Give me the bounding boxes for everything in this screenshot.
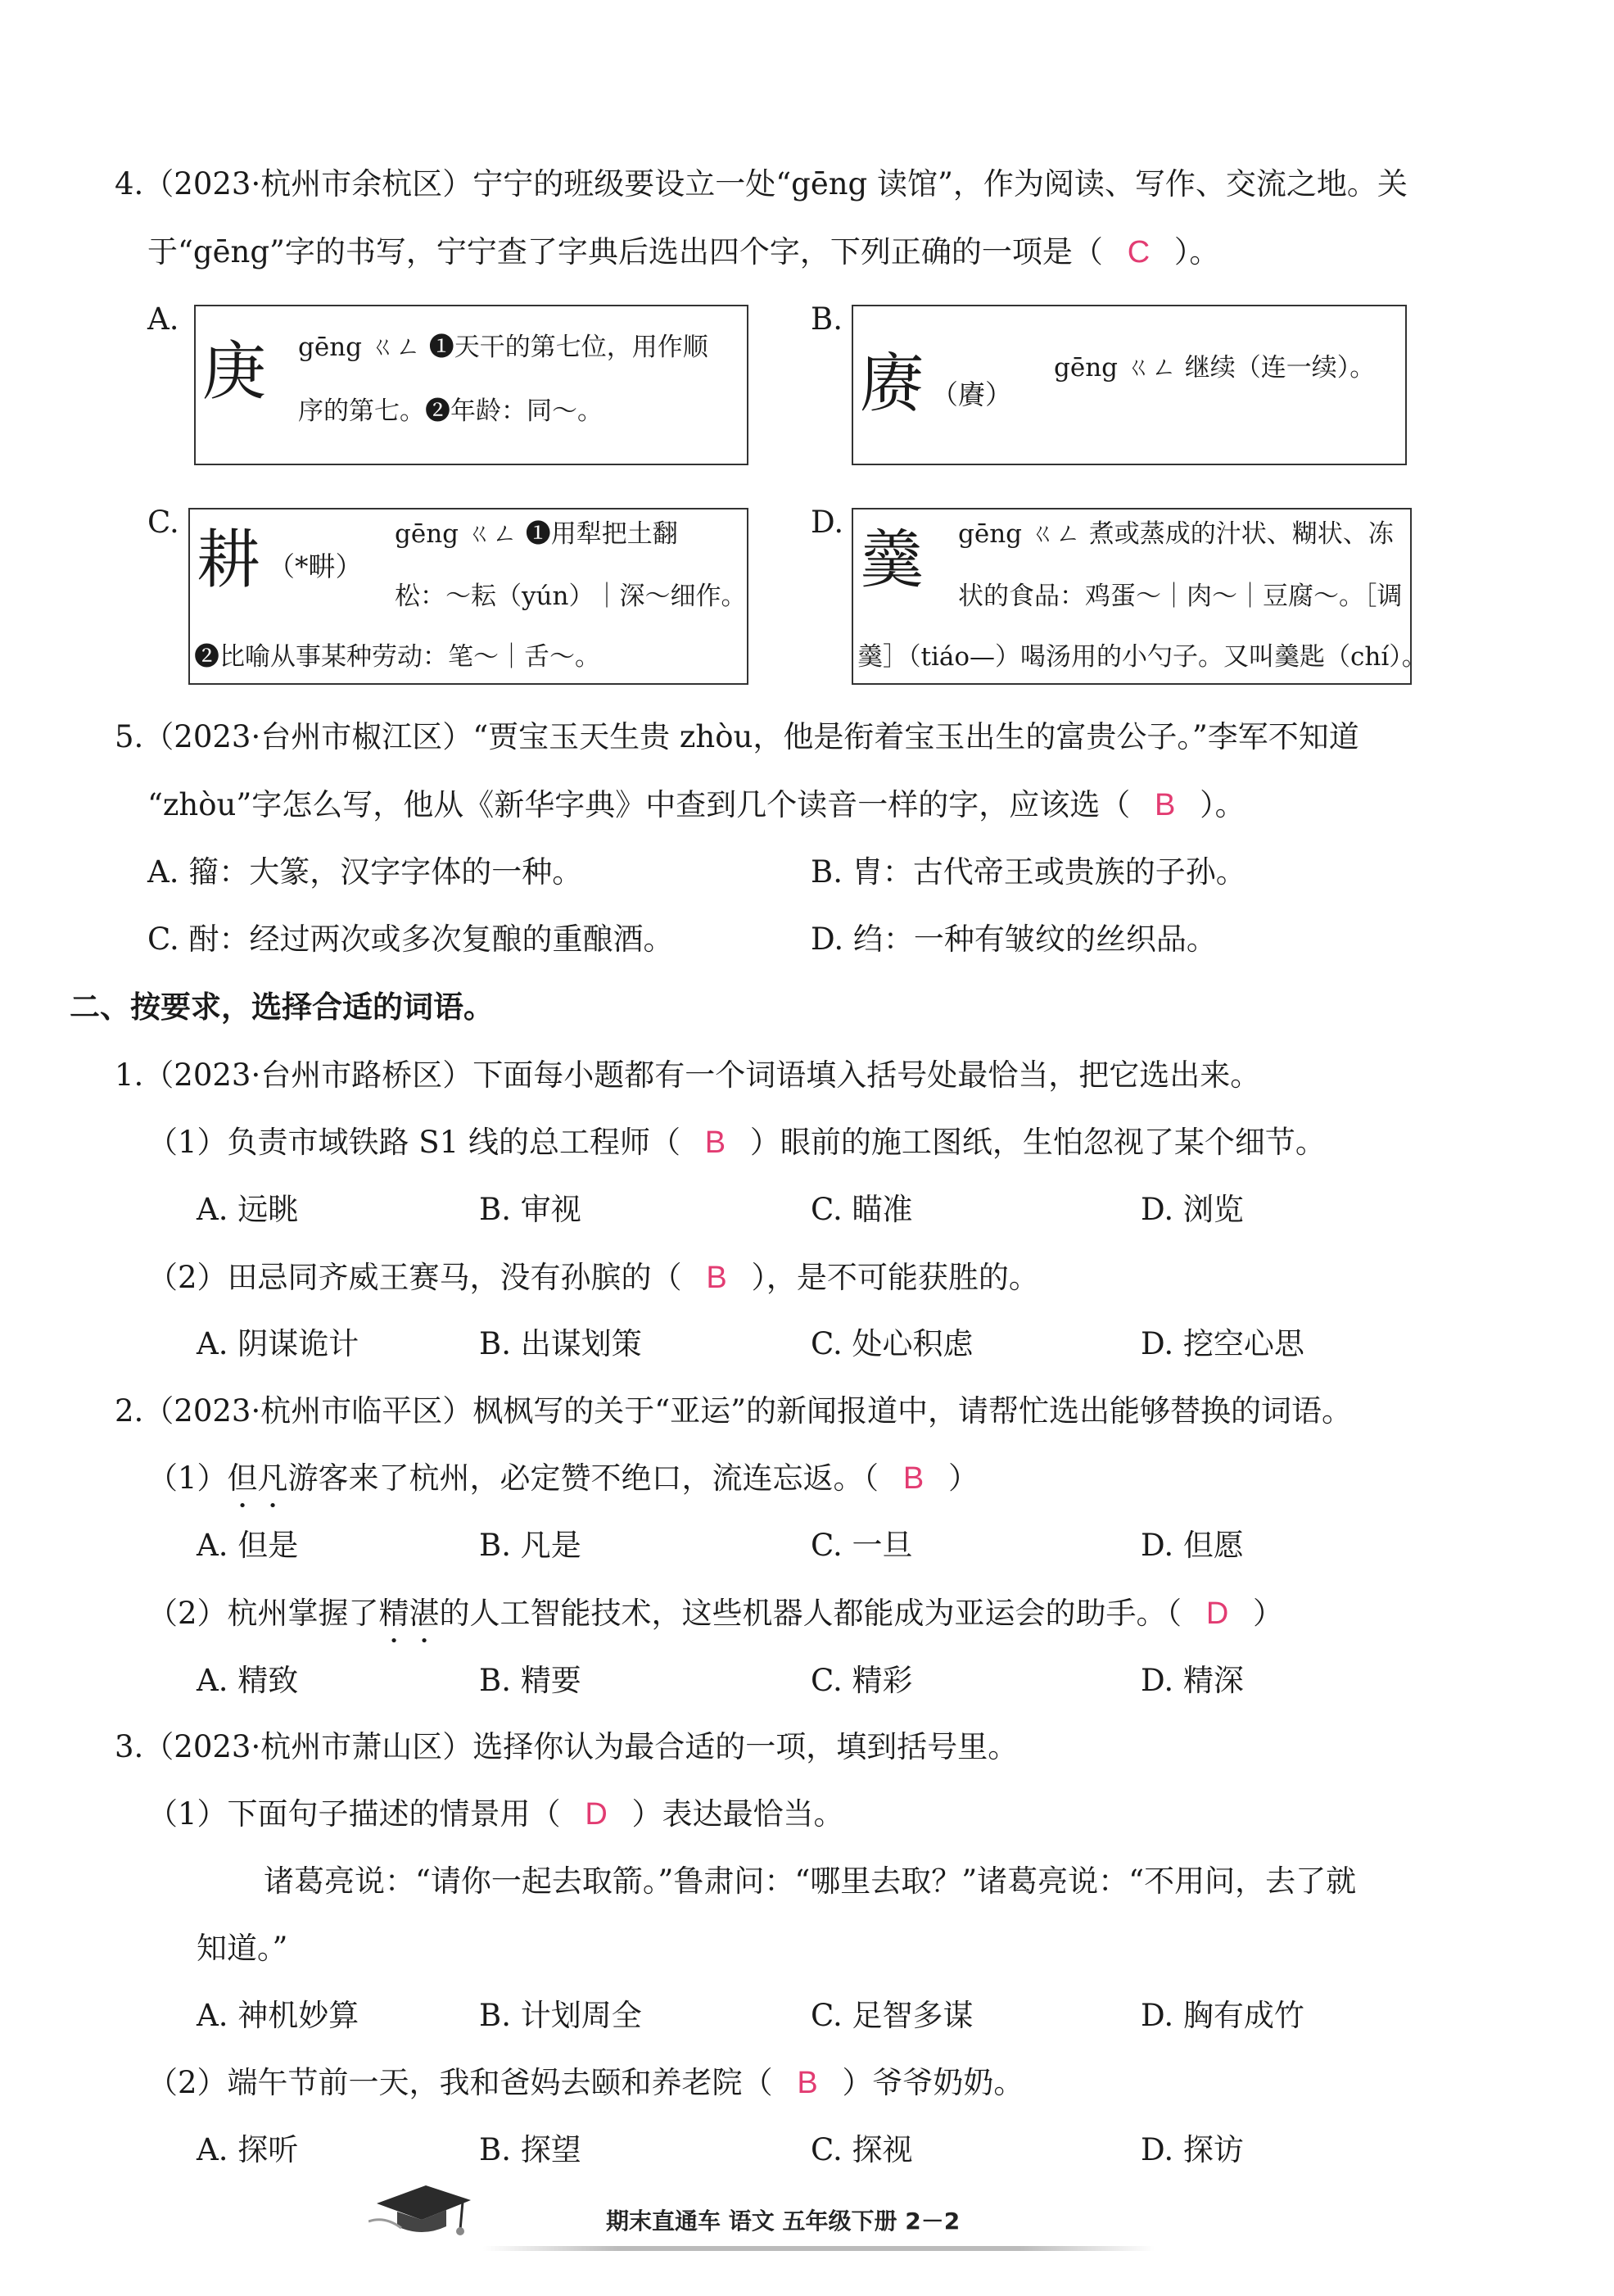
s2-q2-sub1-opt-b: B. 凡是: [479, 1528, 581, 1563]
q4-option-c-def2: 松：～耘（yún）｜深～细作。: [395, 582, 747, 611]
q5-stem-end: ）。: [1200, 787, 1246, 822]
q4-option-b-label: B.: [811, 301, 843, 337]
q5-option-c: C. 酎：经过两次或多次复酿的重酿酒。: [147, 922, 674, 957]
s2-q2-sub1-opt-c: C. 一旦: [811, 1528, 913, 1563]
q4-option-d-def1: gēng ㄍㄥ 煮或蒸成的汁状、糊状、冻: [958, 519, 1394, 549]
s2-q1-sub1-text: （1）负责市域铁路 S1 线的总工程师（: [147, 1125, 680, 1160]
q4-option-b-def1: gēng ㄍㄥ 继续（连一续）。: [1054, 353, 1376, 383]
q5-answer: B: [1155, 788, 1176, 822]
s2-q3-sub2-opt-a: A. 探听: [197, 2132, 299, 2167]
q4-option-c-label: C.: [147, 505, 179, 540]
s2-q1-sub1-opt-c: C. 瞄准: [811, 1192, 913, 1227]
s2-q3-sub2-opt-d: D. 探访: [1141, 2132, 1244, 2167]
s2-q2-sub2: [147, 1593, 1283, 1634]
q5-option-a: A. 籀：大篆，汉字字体的一种。: [147, 854, 583, 890]
q4-option-d-dict-entry: [852, 508, 1427, 685]
q4-option-d-label: D.: [811, 505, 844, 540]
s2-q2-sub2-opt-c: C. 精彩: [811, 1663, 913, 1698]
s2-q2-sub1-opt-a: A. 但是: [197, 1528, 299, 1563]
s2-q3-sub2-answer: B: [797, 2066, 818, 2100]
s2-q1-sub2-opt-b: B. 出谋划策: [479, 1326, 642, 1361]
q4-option-c-def1: gēng ㄍㄥ ❶用犁把土翻: [395, 519, 678, 549]
footer-text: 期末直通车 语文 五年级下册 2－2: [606, 2208, 961, 2235]
s2-q1-sub2: [147, 1257, 1039, 1298]
s2-q3-stem: 3.（2023·杭州市萧山区）选择你认为最合适的一项，填到括号里。: [115, 1729, 1019, 1764]
q5-stem-text: “zhòu”字怎么写，他从《新华字典》中查到几个读音一样的字，应该选（: [147, 787, 1131, 822]
s2-q2-sub1-dotted-char1: 但: [227, 1460, 258, 1496]
s2-q3-sub1-answer: D: [585, 1797, 608, 1832]
s2-q1-sub1-end: ）眼前的施工图纸，生怕忽视了某个细节。: [749, 1125, 1326, 1160]
page-footer: [483, 2203, 1155, 2253]
s2-q1-sub2-opt-d: D. 挖空心思: [1141, 1326, 1304, 1361]
q4-stem-text: 于“gēng”字的书写，宁宁查了字典后选出四个字，下列正确的一项是（: [147, 234, 1103, 269]
q4-option-a-char: 庚: [202, 335, 267, 409]
s2-q3-sub2-opt-b: B. 探望: [479, 2132, 581, 2167]
s2-q3-sub2-text: （2）端午节前一天，我和爸妈去颐和养老院（: [147, 2065, 773, 2100]
footer-rule: [483, 2246, 1155, 2251]
s2-q2-sub2-opt-b: B. 精要: [479, 1663, 581, 1698]
q4-option-d-def3: 羹］（tiáo—）喝汤用的小勺子。又叫羹匙（chí）。: [857, 642, 1427, 672]
q4-option-b-char: 赓: [860, 347, 925, 421]
q4-stem-line1: 4.（2023·杭州市余杭区）宁宁的班级要设立一处“gēng 读馆”，作为阅读、写作、交流之地。关: [115, 166, 1408, 202]
s2-q2-sub2-opt-a: A. 精致: [197, 1663, 299, 1698]
s2-q2-sub2-end: ）: [1253, 1596, 1284, 1631]
q4-option-a-def2: 序的第七。❷年龄：同～。: [298, 396, 603, 426]
q5-stem-line2: [147, 785, 1246, 826]
s2-q2-sub2-opt-d: D. 精深: [1141, 1663, 1244, 1698]
s2-q3-sub2-end: ）爷爷奶奶。: [842, 2065, 1024, 2100]
q4-stem-line2: [147, 232, 1219, 273]
q4-answer: C: [1127, 235, 1151, 269]
s2-q1-sub1-opt-b: B. 审视: [479, 1192, 581, 1227]
s2-q2-sub1-answer: B: [902, 1461, 925, 1496]
s2-q3-sub1-opt-d: D. 胸有成竹: [1141, 1998, 1304, 2033]
s2-q1-sub2-answer: B: [706, 1261, 727, 1295]
s2-q3-quote-line2: 知道。”: [197, 1931, 288, 1966]
s2-q1-sub1-opt-a: A. 远眺: [197, 1192, 299, 1227]
q4-option-a-label: A.: [147, 301, 179, 337]
s2-q2-sub1-prefix: （1）: [147, 1460, 228, 1496]
section2-title: 二、按要求，选择合适的词语。: [70, 989, 494, 1025]
s2-q1-sub2-end: ），是不可能获胜的。: [751, 1260, 1039, 1295]
s2-q2-sub2-dotted-char2: 湛: [409, 1596, 440, 1631]
s2-q2-stem: 2.（2023·杭州市临平区）枫枫写的关于“亚运”的新闻报道中，请帮忙选出能够替换的词语。: [115, 1393, 1353, 1429]
s2-q2-sub1-end: ）: [947, 1460, 979, 1496]
q4-option-a-def1: gēng ㄍㄥ ❶天干的第七位，用作顺: [298, 333, 708, 362]
q4-option-b-variant: （賡）: [931, 378, 1012, 410]
q4-option-c-char: 耕: [197, 523, 261, 597]
q4-option-c-variant: （*畊）: [268, 550, 363, 582]
q4-stem-end: ）。: [1173, 234, 1220, 269]
s2-q3-sub1-opt-a: A. 神机妙算: [197, 1998, 359, 2033]
q5-stem-line1: 5.（2023·台州市椒江区）“贾宝玉天生贵 zhòu，他是衔着宝玉出生的富贵公子。”李军不知道: [115, 719, 1359, 754]
s2-q3-sub2: [147, 2063, 1024, 2104]
s2-q1-sub2-text: （2）田忌同齐威王赛马，没有孙膑的（: [147, 1260, 682, 1295]
s2-q1-sub2-opt-c: C. 处心积虑: [811, 1326, 974, 1361]
s2-q2-sub2-prefix: （2）杭州掌握了: [147, 1596, 379, 1631]
s2-q3-sub1: [147, 1794, 844, 1835]
s2-q1-stem: 1.（2023·台州市路桥区）下面每小题都有一个词语填入括号处最恰当，把它选出来。: [115, 1057, 1261, 1093]
q4-option-b-dict-entry: [852, 305, 1407, 465]
s2-q3-sub2-opt-c: C. 探视: [811, 2132, 913, 2167]
graduation-cap-icon: [368, 2171, 475, 2244]
s2-q1-sub2-opt-a: A. 阴谋诡计: [197, 1326, 359, 1361]
s2-q3-quote-line1: 诸葛亮说：“请你一起去取箭。”鲁肃问：“哪里去取？”诸葛亮说：“不用问，去了就: [264, 1864, 1357, 1899]
q4-option-c-dict-entry: [188, 508, 748, 685]
s2-q1-sub1-opt-d: D. 浏览: [1141, 1192, 1244, 1227]
s2-q3-sub1-end: ）表达最恰当。: [631, 1796, 844, 1832]
s2-q2-sub1: [147, 1458, 979, 1499]
s2-q3-sub1-text: （1）下面句子描述的情景用（: [147, 1796, 561, 1832]
s2-q1-sub1-answer: B: [704, 1125, 726, 1160]
q4-option-d-char: 羹: [860, 523, 925, 597]
s2-q1-sub1: [147, 1122, 1326, 1163]
q4-option-c-def3: ❷比喻从事某种劳动：笔～｜舌～。: [194, 642, 600, 672]
s2-q2-sub1-text: 游客来了杭州，必定赞不绝口，流连忘返。（: [287, 1460, 879, 1496]
s2-q2-sub1-dotted-char2: 凡: [257, 1460, 288, 1496]
s2-q3-sub1-opt-b: B. 计划周全: [479, 1998, 642, 2033]
q5-option-d: D. 绉：一种有皱纹的丝织品。: [811, 922, 1217, 957]
q4-option-d-def2: 状的食品：鸡蛋～｜肉～｜豆腐～。［调: [958, 582, 1403, 611]
q5-option-b: B. 胄：古代帝王或贵族的子孙。: [811, 854, 1246, 890]
q4-option-a-dict-entry: [194, 305, 748, 465]
s2-q2-sub2-answer: D: [1205, 1596, 1229, 1631]
s2-q2-sub1-opt-d: D. 但愿: [1141, 1528, 1244, 1563]
s2-q2-sub2-text: 的人工智能技术，这些机器人都能成为亚运会的助手。（: [439, 1596, 1182, 1631]
s2-q2-sub2-dotted-char1: 精: [378, 1596, 409, 1631]
s2-q3-sub1-opt-c: C. 足智多谋: [811, 1998, 974, 2033]
